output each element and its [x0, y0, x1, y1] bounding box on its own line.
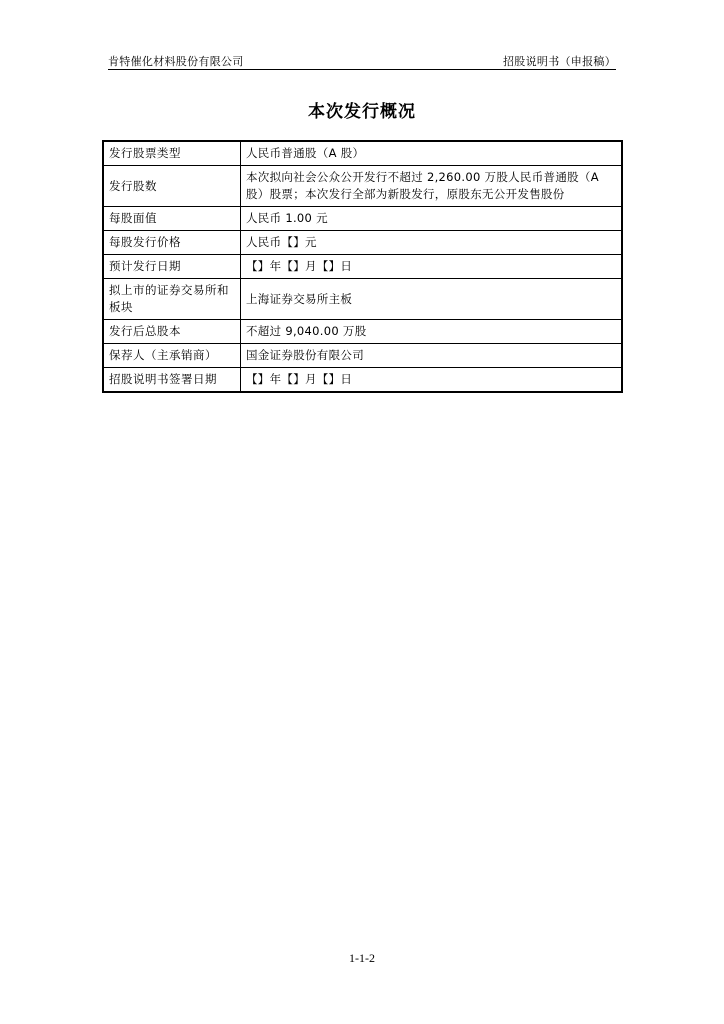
offering-overview-table [102, 140, 623, 393]
header-document-type: 招股说明书（申报稿） [503, 55, 616, 68]
row-value: 【】年【】月【】日 [241, 368, 623, 393]
header-company-name: 肯特催化材料股份有限公司 [108, 55, 244, 68]
row-label: 发行股票类型 [103, 141, 241, 166]
row-label: 每股面值 [103, 207, 241, 231]
row-value: 本次拟向社会公众公开发行不超过 2,260.00 万股人民币普通股（A 股）股票；本次发行全部为新股发行，原股东无公开发售股份 [241, 166, 623, 207]
row-value: 国金证券股份有限公司 [241, 344, 623, 368]
table-row [103, 207, 622, 231]
row-value: 上海证券交易所主板 [241, 279, 623, 320]
row-value: 人民币 1.00 元 [241, 207, 623, 231]
row-value: 不超过 9,040.00 万股 [241, 320, 623, 344]
header-rule [108, 69, 616, 70]
row-value: 人民币普通股（A 股） [241, 141, 623, 166]
table-row [103, 255, 622, 279]
page-number: 1-1-2 [349, 951, 375, 965]
table-row [103, 231, 622, 255]
table-row [103, 368, 622, 393]
row-label: 发行股数 [103, 166, 241, 207]
row-label: 拟上市的证券交易所和板块 [103, 279, 241, 320]
row-label: 预计发行日期 [103, 255, 241, 279]
row-label: 保荐人（主承销商） [103, 344, 241, 368]
row-label: 招股说明书签署日期 [103, 368, 241, 393]
page-title: 本次发行概况 [308, 102, 416, 122]
row-value: 【】年【】月【】日 [241, 255, 623, 279]
table-row [103, 141, 622, 166]
table-row [103, 279, 622, 320]
table-row [103, 344, 622, 368]
row-label: 每股发行价格 [103, 231, 241, 255]
row-label: 发行后总股本 [103, 320, 241, 344]
running-header [108, 51, 616, 69]
table-row [103, 320, 622, 344]
table-row [103, 166, 622, 207]
row-value: 人民币【】元 [241, 231, 623, 255]
